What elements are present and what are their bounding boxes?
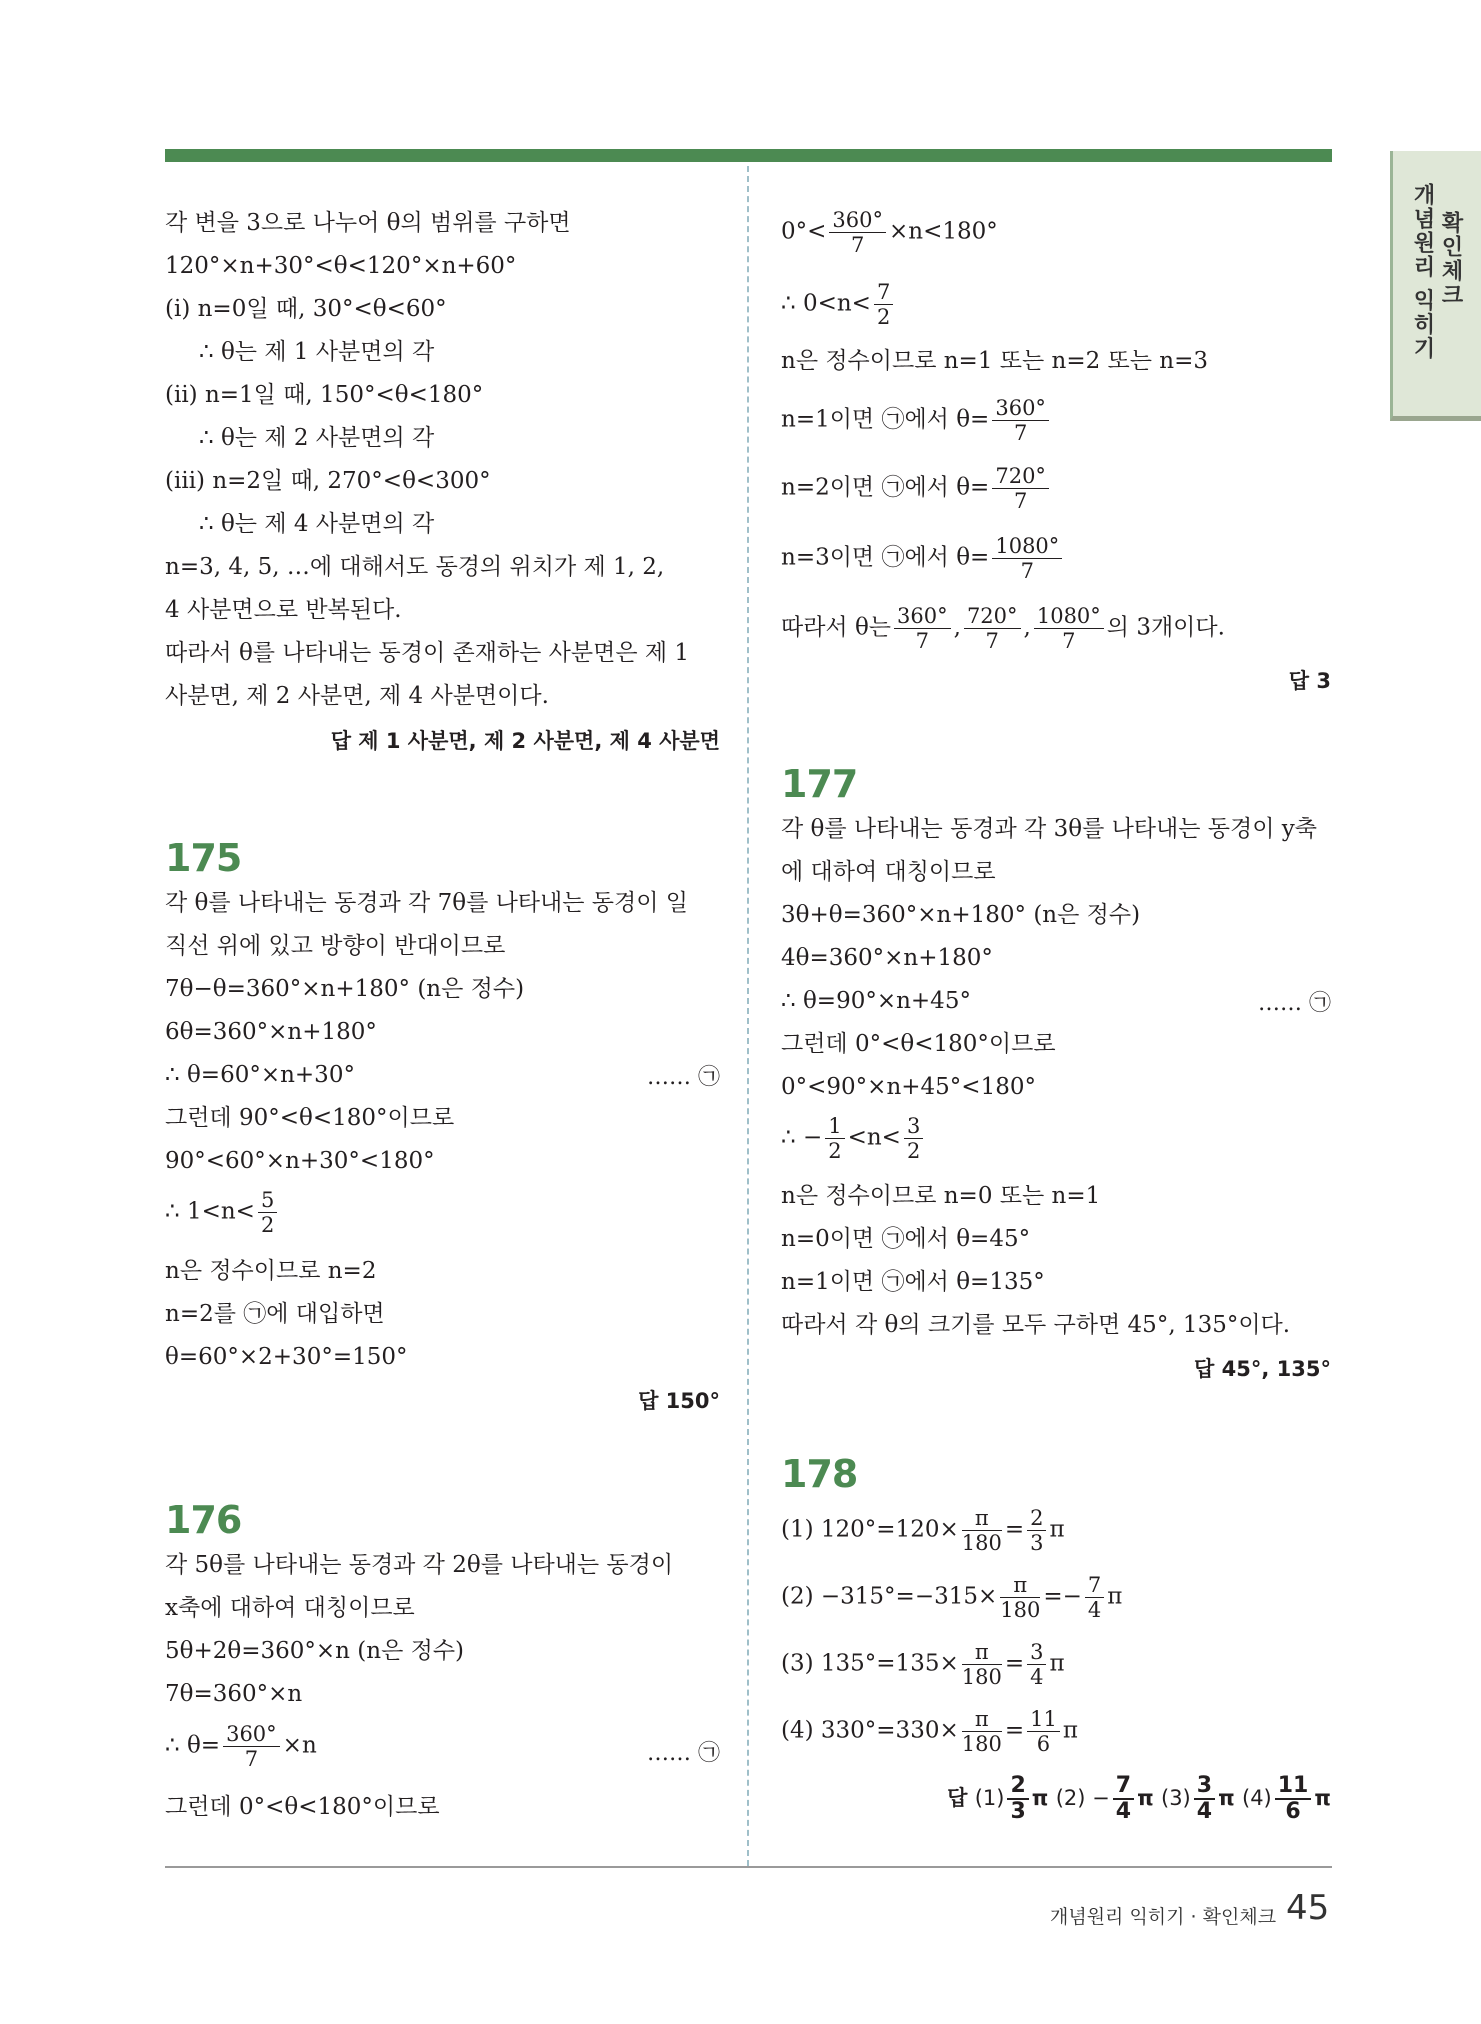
conversion-line xyxy=(781,1707,1078,1756)
fraction-denominator: 4 xyxy=(1196,1799,1213,1824)
conversion-text: π xyxy=(1107,1583,1123,1610)
text-line: 그런데 0°<θ<180°이므로 xyxy=(165,1794,440,1820)
theta-text: ×n xyxy=(282,1732,317,1759)
fraction xyxy=(1034,604,1104,653)
conversion-text: (2) −315°=−315× xyxy=(781,1583,998,1610)
text-line: 직선 위에 있고 방향이 반대이므로 xyxy=(165,933,506,959)
math-text: n=3이면 ㉠에서 θ= xyxy=(781,544,990,571)
text-line: 0°<90°×n+45°<180° xyxy=(781,1074,1036,1100)
fraction-numerator: 1080° xyxy=(992,534,1062,559)
text-line: 4θ=360°×n+180° xyxy=(781,945,993,971)
answer-label: 답 45°, 135° xyxy=(1194,1357,1331,1381)
fraction-denominator: 7 xyxy=(851,233,865,257)
fraction xyxy=(962,1707,1002,1756)
inequality-text: ∴ 1<n< xyxy=(165,1198,255,1225)
fraction-denominator: 180 xyxy=(961,1531,1002,1555)
text-line: ∴ θ=60°×n+30° xyxy=(165,1062,355,1088)
text-line: n=0이면 ㉠에서 θ=45° xyxy=(781,1226,1031,1252)
answer-178 xyxy=(947,1774,1331,1824)
answer-label: 답 xyxy=(947,1786,968,1810)
math-line xyxy=(781,534,1065,583)
text-line: 따라서 θ를 나타내는 동경이 존재하는 사분면은 제 1 xyxy=(165,640,690,666)
inequality-text: ∴ − xyxy=(781,1124,823,1151)
conversion-text: =− xyxy=(1043,1583,1082,1610)
answer-part: (4) xyxy=(1242,1786,1272,1810)
fraction-numerator: 2 xyxy=(1027,1506,1046,1531)
fraction xyxy=(904,1114,923,1163)
fraction xyxy=(992,396,1049,445)
fraction-numerator: 3 xyxy=(904,1114,923,1139)
equation-mark: …… ㉠ xyxy=(647,1065,720,1090)
conversion-text: (4) 330°=330× xyxy=(781,1717,959,1744)
text-line: n=3, 4, 5, …에 대해서도 동경의 위치가 제 1, 2, xyxy=(165,554,665,580)
equation-mark: …… ㉠ xyxy=(1258,991,1331,1016)
math-line xyxy=(781,396,1052,445)
fraction xyxy=(1027,1506,1046,1555)
fraction-numerator: 720° xyxy=(964,604,1021,629)
fraction-denominator: 7 xyxy=(1020,559,1034,583)
pi-symbol: π xyxy=(1314,1786,1331,1810)
conversion-text: π xyxy=(1049,1516,1065,1543)
fraction-denominator: 2 xyxy=(260,1213,275,1237)
left-column xyxy=(165,196,720,1856)
fraction-denominator: 180 xyxy=(961,1732,1002,1756)
fraction xyxy=(1275,1774,1312,1824)
fraction-denominator: 7 xyxy=(1013,489,1028,513)
page-number: 45 xyxy=(1286,1888,1330,1928)
fraction-denominator: 2 xyxy=(876,305,891,329)
problem-number-178: 178 xyxy=(781,1452,858,1496)
text-line: x축에 대하여 대칭이므로 xyxy=(165,1595,415,1621)
text-line: 각 변을 3으로 나누어 θ의 범위를 구하면 xyxy=(165,210,571,236)
fraction-denominator: 2 xyxy=(828,1139,842,1163)
footer-title: 개념원리 익히기 · 확인체크 xyxy=(1050,1906,1277,1928)
right-column xyxy=(781,196,1331,1856)
fraction xyxy=(1027,1707,1060,1756)
conversion-text: (3) 135°=135× xyxy=(781,1650,959,1677)
theta-text: ∴ θ= xyxy=(165,1732,221,1759)
fraction-denominator: 180 xyxy=(1000,1598,1041,1622)
fraction-numerator: 360° xyxy=(223,1722,280,1747)
text-line: n은 정수이므로 n=0 또는 n=1 xyxy=(781,1183,1101,1209)
math-text: ×n<180° xyxy=(889,218,998,245)
text-line: 6θ=360°×n+180° xyxy=(165,1019,377,1045)
answer-part: (2) − xyxy=(1055,1786,1110,1810)
fraction xyxy=(825,1114,844,1163)
pi-symbol: π xyxy=(1218,1786,1235,1810)
conversion-text: = xyxy=(1004,1650,1025,1677)
answer-part: (3) xyxy=(1161,1786,1191,1810)
text-line: n은 정수이므로 n=1 또는 n=2 또는 n=3 xyxy=(781,348,1209,374)
fraction xyxy=(1113,1774,1134,1824)
text-line: 각 θ를 나타내는 동경과 각 3θ를 나타내는 동경이 y축 xyxy=(781,816,1317,842)
math-line xyxy=(781,280,896,329)
fraction-denominator: 4 xyxy=(1030,1665,1044,1689)
inequality-line xyxy=(165,1188,280,1237)
fraction-numerator: 3 xyxy=(1194,1774,1215,1800)
text-line: n=2를 ㉠에 대입하면 xyxy=(165,1301,385,1327)
fraction xyxy=(1027,1640,1046,1689)
math-line xyxy=(781,464,1052,513)
fraction-denominator: 7 xyxy=(915,629,930,653)
answer-label: 답 제 1 사분면, 제 2 사분면, 제 4 사분면 xyxy=(330,729,720,753)
answer-part: (1) xyxy=(974,1786,1005,1810)
fraction-numerator: 3 xyxy=(1027,1640,1046,1665)
inequality-text: <n< xyxy=(847,1124,901,1151)
conversion-line xyxy=(781,1506,1065,1555)
fraction-denominator: 6 xyxy=(1285,1799,1301,1824)
fraction xyxy=(962,1506,1002,1555)
text-line: 90°<60°×n+30°<180° xyxy=(165,1148,435,1174)
fraction-numerator: π xyxy=(962,1640,1002,1665)
fraction-numerator: 7 xyxy=(1085,1573,1104,1598)
answer-label: 답 3 xyxy=(1288,669,1331,693)
fraction-denominator: 2 xyxy=(906,1139,921,1163)
text-line: 3θ+θ=360°×n+180° (n은 정수) xyxy=(781,902,1141,928)
text-line: ∴ θ=90°×n+45° xyxy=(781,988,971,1014)
text-line: 7θ=360°×n xyxy=(165,1681,303,1707)
problem-number-177: 177 xyxy=(781,762,858,806)
fraction xyxy=(258,1188,277,1237)
equation-mark: …… ㉠ xyxy=(647,1741,720,1766)
text-line: 사분면, 제 2 사분면, 제 4 사분면이다. xyxy=(165,683,549,709)
text-line: 각 5θ를 나타내는 동경과 각 2θ를 나타내는 동경이 xyxy=(165,1552,674,1578)
text-line: 따라서 각 θ의 크기를 모두 구하면 45°, 135°이다. xyxy=(781,1312,1291,1338)
conversion-text: = xyxy=(1004,1516,1025,1543)
conversion-text: (1) 120°=120× xyxy=(781,1516,959,1543)
fraction-numerator: 360° xyxy=(894,604,951,629)
math-text: ∴ 0<n< xyxy=(781,290,871,317)
fraction xyxy=(1194,1774,1215,1824)
fraction-numerator: 360° xyxy=(992,396,1049,421)
text-line: 5θ+2θ=360°×n (n은 정수) xyxy=(165,1638,465,1664)
fraction xyxy=(874,280,893,329)
pi-symbol: π xyxy=(1137,1786,1154,1810)
fraction xyxy=(962,1640,1002,1689)
fraction-numerator: 7 xyxy=(1113,1774,1134,1800)
text-line: 각 θ를 나타내는 동경과 각 7θ를 나타내는 동경이 일 xyxy=(165,890,688,916)
text-line: (ⅲ) n=2일 때, 270°<θ<300° xyxy=(165,468,491,494)
text-line: 7θ−θ=360°×n+180° (n은 정수) xyxy=(165,976,525,1002)
answer-label: 답 150° xyxy=(638,1389,720,1413)
text-line: ∴ θ는 제 2 사분면의 각 xyxy=(199,425,435,451)
fraction xyxy=(829,208,886,257)
text-line: (ⅰ) n=0일 때, 30°<θ<60° xyxy=(165,296,447,322)
theta-line xyxy=(165,1722,317,1771)
footer-rule xyxy=(165,1866,1332,1868)
pi-symbol: π xyxy=(1031,1786,1049,1810)
side-tab-title: 개념원리 익히기 xyxy=(1410,183,1435,361)
text-line: ∴ θ는 제 1 사분면의 각 xyxy=(199,339,435,365)
text-line: 에 대하여 대칭이므로 xyxy=(781,859,996,885)
fraction xyxy=(1085,1573,1104,1622)
text-line: ∴ θ는 제 4 사분면의 각 xyxy=(199,511,435,537)
side-tab-subtitle: 확인체크 xyxy=(1438,211,1463,307)
fraction-numerator: 11 xyxy=(1027,1707,1060,1732)
math-text: 따라서 θ는 xyxy=(781,614,892,641)
fraction xyxy=(1007,1774,1028,1824)
fraction xyxy=(992,464,1049,513)
math-text: n=2이면 ㉠에서 θ= xyxy=(781,474,990,501)
conversion-text: π xyxy=(1062,1717,1078,1744)
fraction-numerator: 1080° xyxy=(1034,604,1104,629)
fraction-denominator: 7 xyxy=(985,629,999,653)
column-divider xyxy=(747,166,749,1866)
fraction xyxy=(992,534,1062,583)
fraction-denominator: 7 xyxy=(244,1747,259,1771)
side-tab xyxy=(1390,151,1481,421)
fraction-denominator: 6 xyxy=(1036,1732,1051,1756)
fraction-numerator: 7 xyxy=(874,280,893,305)
fraction-denominator: 4 xyxy=(1087,1598,1102,1622)
text-line: θ=60°×2+30°=150° xyxy=(165,1344,408,1370)
inequality-line xyxy=(781,1114,926,1163)
top-green-bar xyxy=(165,149,1332,162)
conversion-line xyxy=(781,1573,1122,1622)
conversion-text: = xyxy=(1004,1717,1025,1744)
fraction-numerator: π xyxy=(962,1707,1002,1732)
problem-number-176: 176 xyxy=(165,1498,242,1542)
problem-number-175: 175 xyxy=(165,836,242,880)
fraction-numerator: 5 xyxy=(258,1188,277,1213)
fraction-numerator: 720° xyxy=(992,464,1049,489)
text-line: n=1이면 ㉠에서 θ=135° xyxy=(781,1269,1045,1295)
fraction-denominator: 7 xyxy=(1013,421,1028,445)
math-line: 따라서 θ는 $\frac{360^\circ}{7}$ , $\frac{720^\circ}{7}$ , $\frac{1080^\circ}{7}$ 의 3개이다. xyxy=(781,604,1225,653)
fraction-numerator: 360° xyxy=(829,208,886,233)
text-line: 그런데 90°<θ<180°이므로 xyxy=(165,1105,455,1131)
fraction-denominator: 180 xyxy=(961,1665,1002,1689)
text-line: n은 정수이므로 n=2 xyxy=(165,1258,377,1284)
fraction xyxy=(223,1722,280,1771)
math-text: n=1이면 ㉠에서 θ= xyxy=(781,406,990,433)
fraction xyxy=(964,604,1021,653)
fraction xyxy=(1000,1573,1040,1622)
fraction-numerator: 11 xyxy=(1275,1774,1312,1800)
fraction-denominator: 3 xyxy=(1010,1799,1026,1824)
fraction-numerator: 2 xyxy=(1007,1774,1028,1800)
fraction-denominator: 3 xyxy=(1030,1531,1044,1555)
conversion-text: π xyxy=(1049,1650,1065,1677)
fraction-denominator: 4 xyxy=(1115,1799,1132,1824)
fraction-denominator: 7 xyxy=(1062,629,1076,653)
math-text: 0°< xyxy=(781,218,827,245)
conversion-line xyxy=(781,1640,1065,1689)
text-line: (ⅱ) n=1일 때, 150°<θ<180° xyxy=(165,382,484,408)
fraction-numerator: 1 xyxy=(825,1114,844,1139)
text-line: 4 사분면으로 반복된다. xyxy=(165,597,402,623)
math-text: 의 3개이다. xyxy=(1106,614,1225,641)
text-line: 그런데 0°<θ<180°이므로 xyxy=(781,1031,1056,1057)
text-line: 120°×n+30°<θ<120°×n+60° xyxy=(165,253,517,279)
math-line xyxy=(781,208,998,257)
fraction xyxy=(894,604,951,653)
fraction-numerator: π xyxy=(1000,1573,1040,1598)
fraction-numerator: π xyxy=(962,1506,1002,1531)
